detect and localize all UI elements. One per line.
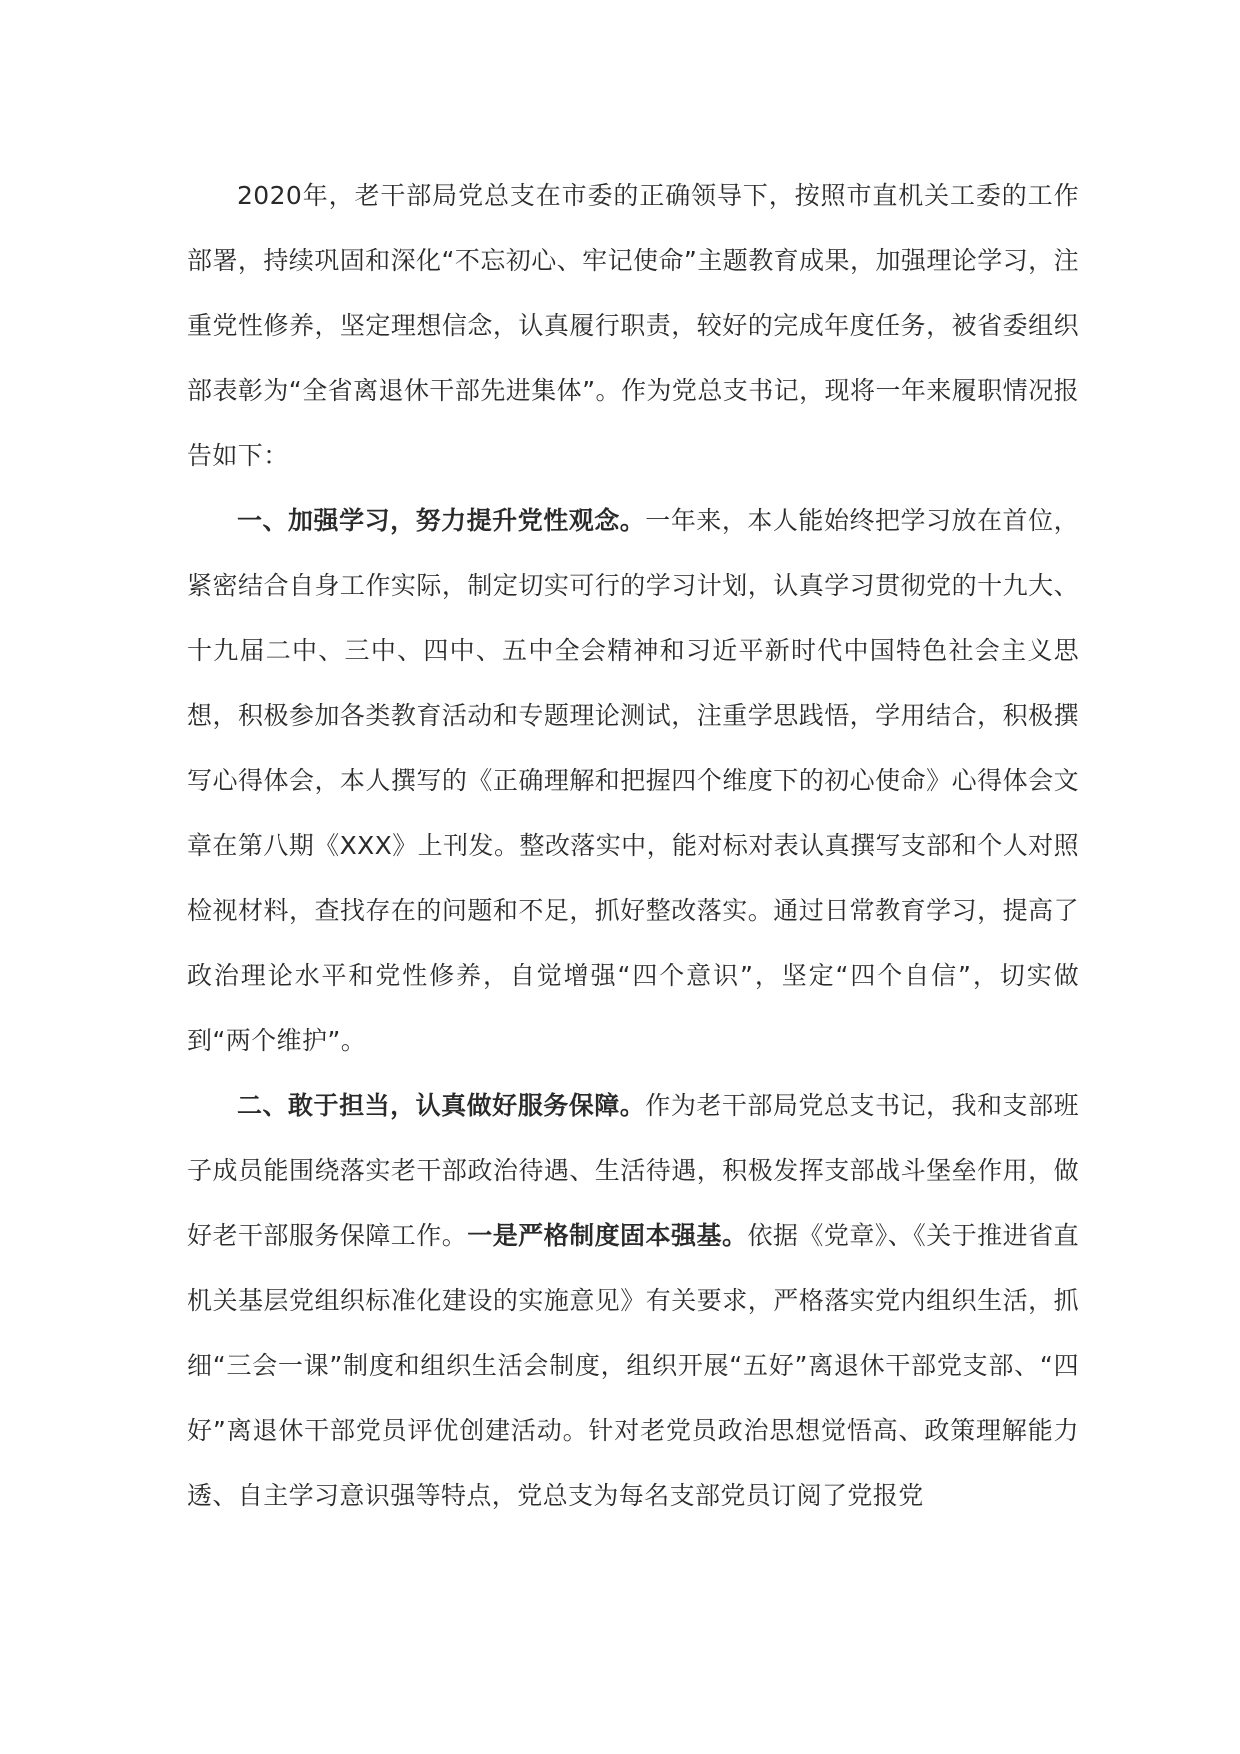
section-2-heading: 二、敢于担当，认真做好服务保障。 bbox=[237, 1091, 646, 1120]
section-2-subheading: 一是严格制度固本强基。 bbox=[467, 1221, 748, 1250]
section-2-text-b: 依据《党章》、《关于推进省直机关基层党组织标准化建设的实施意见》有关要求，严格落实党内组织生活，抓细“三会一课”制度和组织生活会制度，组织开展“五好”离退休干部党支部、“四好”离退休干部党员评优创建活动。针对老党员政治思想觉悟高、政策理解能力透、自主学习意识强等特点，党总支为每名支部党员订阅了党报党 bbox=[187, 1221, 1079, 1510]
section-2-text-a: 作为老干部局党总支书记，我和支部班子成员能围绕落实老干部政治待遇、生活待遇，积极发挥支部战斗堡垒作用，做好老干部服务保障工作。 bbox=[187, 1091, 1079, 1250]
paragraph-intro bbox=[187, 163, 1079, 488]
section-1-text: 一年来，本人能始终把学习放在首位，紧密结合自身工作实际，制定切实可行的学习计划，认真学习贯彻党的十九大、十九届二中、三中、四中、五中全会精神和习近平新时代中国特色社会主义思想，积极参加各类教育活动和专题理论测试，注重学思践悟，学用结合，积极撰写心得体会，本人撰写的《正确理解和把握四个维度下的初心使命》心得体会文章在第八期《XXX》上刊发。整改落实中，能对标对表认真撰写支部和个人对照检视材料，查找存在的问题和不足，抓好整改落实。通过日常教育学习，提高了政治理论水平和党性修养，自觉增强“四个意识”，坚定“四个自信”，切实做到“两个维护”。 bbox=[187, 506, 1079, 1055]
section-1-heading: 一、加强学习，努力提升党性观念。 bbox=[237, 506, 646, 535]
intro-text: 2020年，老干部局党总支在市委的正确领导下，按照市直机关工委的工作部署，持续巩固和深化“不忘初心、牢记使命”主题教育成果，加强理论学习，注重党性修养，坚定理想信念，认真履行职责，较好的完成年度任务，被省委组织部表彰为“全省离退休干部先进集体”。作为党总支书记，现将一年来履职情况报告如下： bbox=[187, 181, 1079, 470]
paragraph-section-1 bbox=[187, 488, 1079, 1073]
paragraph-section-2 bbox=[187, 1073, 1079, 1528]
document-body bbox=[187, 163, 1079, 1528]
